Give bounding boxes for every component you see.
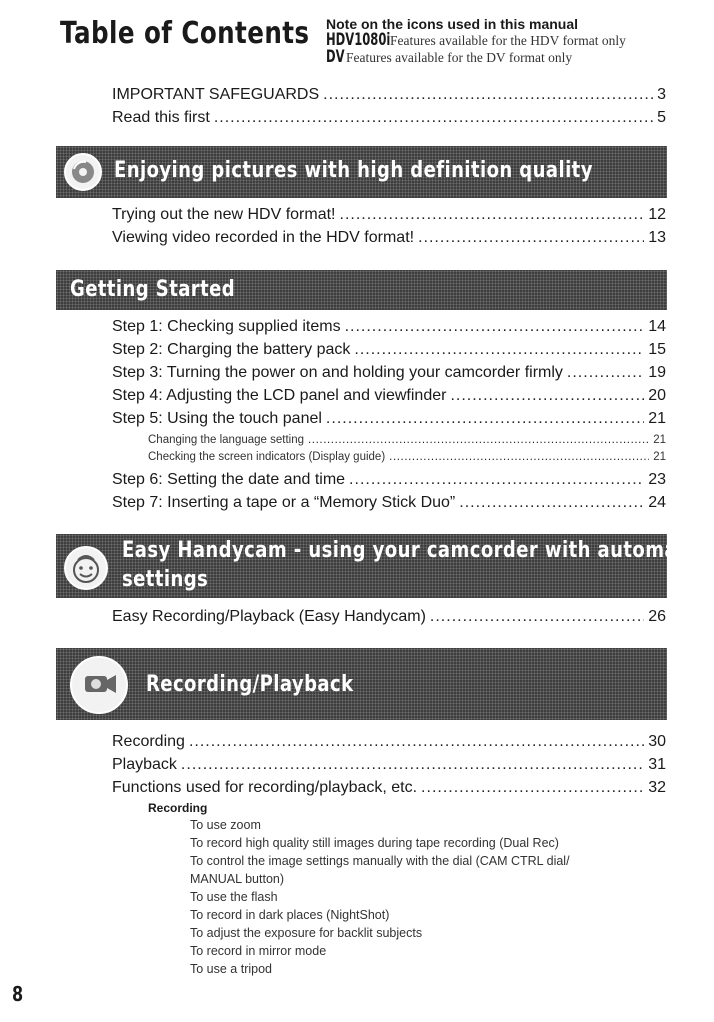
dot-leader xyxy=(421,779,644,797)
section-banner-easy-handycam xyxy=(56,534,704,598)
toc-entry-page: 3 xyxy=(657,86,666,103)
dot-leader xyxy=(349,471,644,489)
sub-item[interactable]: To record high quality still images during tape recording (Dual Rec) xyxy=(190,836,559,850)
toc-entry-label: Changing the language setting xyxy=(148,434,305,446)
toc-entry-label: Easy Recording/Playback (Easy Handycam) xyxy=(112,608,426,625)
toc-entry[interactable] xyxy=(112,756,666,774)
toc-entry-page: 19 xyxy=(648,364,666,381)
toc-entry-page: 15 xyxy=(648,341,666,358)
toc-entry[interactable] xyxy=(112,206,666,224)
icon-notes-heading: Note on the icons used in this manual xyxy=(326,16,579,32)
toc-entry-important-safeguards[interactable] xyxy=(112,86,666,104)
toc-entry-page: 13 xyxy=(648,229,666,246)
smiley-face-icon xyxy=(64,546,108,590)
toc-entry-page: 32 xyxy=(648,779,666,796)
sub-item[interactable]: To use zoom xyxy=(190,818,261,832)
toc-entry-label: Step 6: Setting the date and time xyxy=(112,471,346,488)
dot-leader xyxy=(430,608,644,626)
toc-sub-entry[interactable] xyxy=(148,451,666,463)
dv-note xyxy=(326,49,626,66)
toc-entry-label: Step 3: Turning the power on and holding your camcorder firmly xyxy=(112,364,563,381)
toc-entry-label: Step 1: Checking supplied items xyxy=(112,318,341,335)
toc-entry-label: Step 2: Charging the battery pack xyxy=(112,341,351,358)
dot-leader xyxy=(326,410,644,428)
toc-entry[interactable] xyxy=(112,229,666,247)
hd-disc-icon xyxy=(64,153,102,191)
toc-entry-read-this-first[interactable] xyxy=(112,109,666,127)
toc-entry-page: 31 xyxy=(648,756,666,773)
sub-item[interactable]: MANUAL button) xyxy=(190,872,285,886)
toc-entry-label: Viewing video recorded in the HDV format! xyxy=(112,229,415,246)
toc-entry-page: 14 xyxy=(648,318,666,335)
toc-entry-page: 12 xyxy=(648,206,666,223)
toc-entry[interactable] xyxy=(112,387,666,405)
camcorder-icon xyxy=(70,656,128,714)
toc-entry[interactable] xyxy=(112,341,666,359)
toc-entry[interactable] xyxy=(112,779,666,797)
toc-entry-page: 20 xyxy=(648,387,666,404)
section-title: Recording/Playback xyxy=(146,672,354,697)
toc-entry-label: Step 4: Adjusting the LCD panel and viewfinder xyxy=(112,387,447,404)
dot-leader xyxy=(567,364,644,382)
sub-item[interactable]: To use a tripod xyxy=(190,962,272,976)
page-title: Table of Contents xyxy=(60,16,310,51)
toc-entry-page: 21 xyxy=(653,451,666,463)
dot-leader xyxy=(345,318,645,336)
sub-item[interactable]: To record in dark places (NightShot) xyxy=(190,908,390,922)
section-title: Getting Started xyxy=(70,277,236,302)
section-title-line1: Easy Handycam - using your camcorder with automatic xyxy=(122,538,704,563)
toc-entry[interactable] xyxy=(112,471,666,489)
sub-item[interactable]: To adjust the exposure for backlit subjects xyxy=(190,926,423,940)
toc-entry-page: 5 xyxy=(657,109,666,126)
toc-entry-page: 24 xyxy=(648,494,666,511)
toc-entry[interactable] xyxy=(112,608,666,626)
toc-entry-label: Read this first xyxy=(112,109,210,126)
section-banner-hd-quality xyxy=(56,146,667,198)
toc-entry-label: Functions used for recording/playback, etc. xyxy=(112,779,418,796)
toc-entry-label: Playback xyxy=(112,756,177,773)
dot-leader xyxy=(418,229,644,247)
hd-disc-icon-graphic xyxy=(66,155,100,189)
smiley-face-icon-graphic xyxy=(66,548,106,588)
toc-entry[interactable] xyxy=(112,364,666,382)
hdv-note-text: Features available for the HDV format only xyxy=(390,33,626,48)
sub-item[interactable]: To record in mirror mode xyxy=(190,944,327,958)
toc-entry-label: Step 7: Inserting a tape or a “Memory Stick Duo” xyxy=(112,494,456,511)
sub-item[interactable]: To use the flash xyxy=(190,890,278,904)
dot-leader xyxy=(181,756,644,774)
toc-entry[interactable] xyxy=(112,318,666,336)
toc-entry-label: Step 5: Using the touch panel xyxy=(112,410,322,427)
section-banner-getting-started xyxy=(56,270,667,310)
dot-leader xyxy=(189,733,644,751)
hdv-note xyxy=(326,32,626,49)
section-title-line2: settings xyxy=(122,567,209,592)
toc-entry-page: 23 xyxy=(648,471,666,488)
icon-notes xyxy=(326,16,626,66)
hdv-format-icon: HDV1080i xyxy=(326,30,391,50)
toc-entry-label: IMPORTANT SAFEGUARDS xyxy=(112,86,320,103)
toc-sub-entry[interactable] xyxy=(148,434,666,446)
dot-leader xyxy=(323,86,653,104)
toc-entry[interactable] xyxy=(112,733,666,751)
camcorder-icon-graphic xyxy=(72,658,126,712)
dot-leader xyxy=(308,434,649,446)
page-number: 8 xyxy=(12,982,24,1006)
dv-note-text: Features available for the DV format only xyxy=(346,50,573,65)
toc-entry-label: Recording xyxy=(112,733,185,750)
dot-leader xyxy=(354,341,644,359)
toc-entry-page: 21 xyxy=(653,434,666,446)
toc-entry[interactable] xyxy=(112,410,666,428)
section-banner-recording-playback xyxy=(56,648,667,720)
dot-leader xyxy=(389,451,649,463)
dot-leader xyxy=(459,494,644,512)
toc-entry-page: 26 xyxy=(648,608,666,625)
sub-item[interactable]: To control the image settings manually with the dial (CAM CTRL dial/ xyxy=(190,854,570,868)
dot-leader xyxy=(450,387,644,405)
toc-entry-page: 21 xyxy=(648,410,666,427)
toc-entry-label: Trying out the new HDV format! xyxy=(112,206,336,223)
toc-entry-page: 30 xyxy=(648,733,666,750)
dot-leader xyxy=(214,109,653,127)
dot-leader xyxy=(340,206,645,224)
section-title: Enjoying pictures with high definition quality xyxy=(114,158,593,183)
toc-entry[interactable] xyxy=(112,494,666,512)
sub-heading-recording: Recording xyxy=(148,801,208,815)
dv-format-icon: DV xyxy=(326,47,345,67)
toc-entry-label: Checking the screen indicators (Display guide) xyxy=(148,451,386,463)
